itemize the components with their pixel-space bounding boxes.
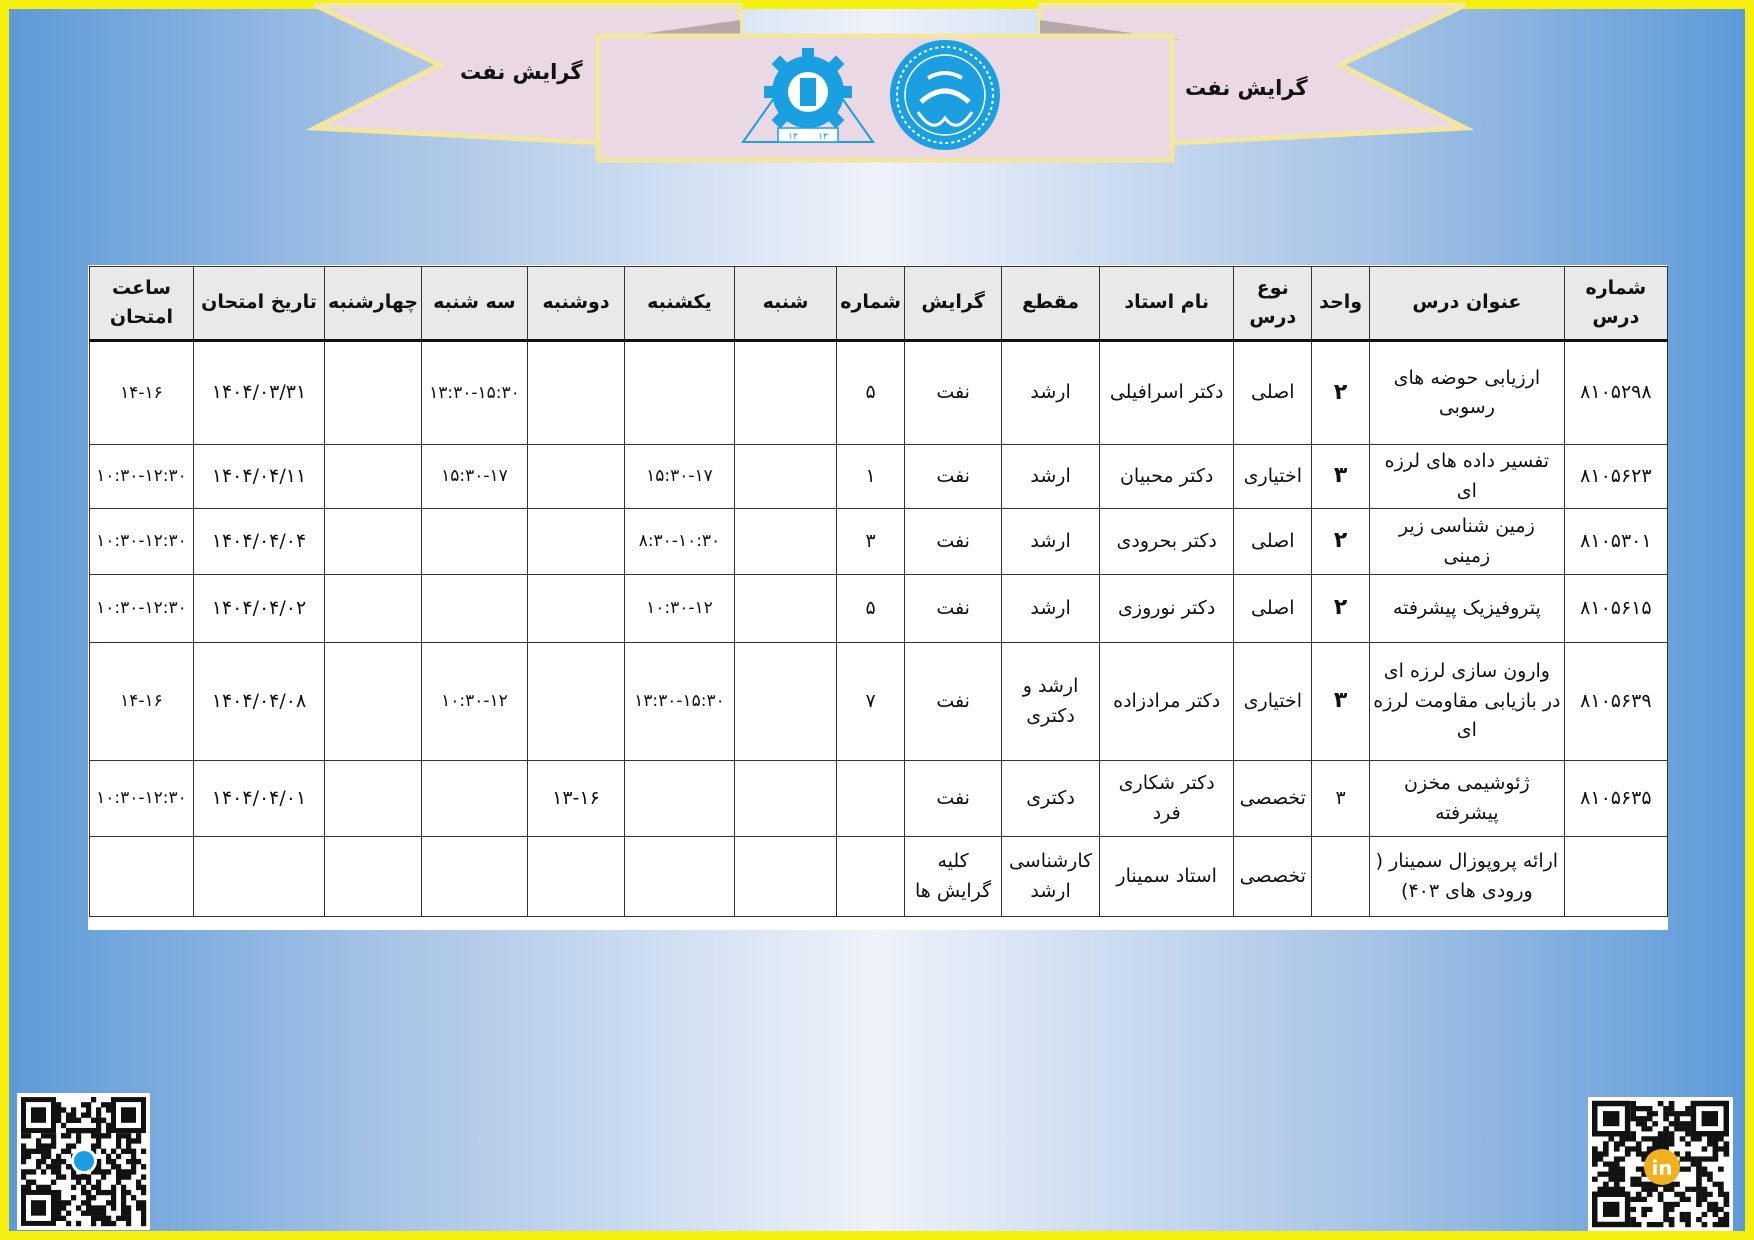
course-schedule-table-panel: [88, 265, 1668, 930]
cell-course-code: ۸۱۰۵۶۱۵: [1564, 575, 1667, 643]
cell-course-type: تخصصی: [1234, 837, 1312, 917]
table-row: [90, 341, 1668, 445]
cell-saturday: [734, 575, 837, 643]
cell-tuesday: ۱۵:۳۰-۱۷: [422, 445, 528, 509]
cell-level: کارشناسی ارشد: [1002, 837, 1100, 917]
cell-course-title: ارائه پروپوزال سمینار ( ورودی های ۴۰۳): [1370, 837, 1565, 917]
cell-monday: [527, 643, 624, 761]
cell-major: نفت: [905, 575, 1002, 643]
cell-wednesday: [325, 575, 422, 643]
cell-group: ۷: [837, 643, 905, 761]
cell-exam-time: ۱۰:۳۰-۱۲:۳۰: [90, 761, 194, 837]
banner-right-title: گرایش نفت: [1185, 76, 1308, 100]
cell-course-title: ارزیابی حوضه های رسوبی: [1370, 341, 1565, 445]
cell-exam-time: ۱۰:۳۰-۱۲:۳۰: [90, 509, 194, 575]
cell-wednesday: [325, 643, 422, 761]
cell-tuesday: ۱۰:۳۰-۱۲: [422, 643, 528, 761]
table-row: [90, 643, 1668, 761]
svg-text:in: in: [1651, 1156, 1673, 1180]
cell-level: ارشد: [1002, 445, 1100, 509]
cell-saturday: [734, 341, 837, 445]
cell-sunday: ۱۳:۳۰-۱۵:۳۰: [625, 643, 735, 761]
cell-course-code: ۸۱۰۵۶۲۳: [1564, 445, 1667, 509]
header-course-type: نوع درس: [1234, 267, 1312, 341]
cell-course-code: ۸۱۰۵۲۹۸: [1564, 341, 1667, 445]
cell-course-title: پتروفیزیک پیشرفته: [1370, 575, 1565, 643]
cell-tuesday: [422, 509, 528, 575]
cell-monday: [527, 837, 624, 917]
cell-exam-date: ۱۴۰۴/۰۴/۱۱: [193, 445, 324, 509]
university-seal-icon: [71, 1148, 97, 1174]
cell-units: ۳: [1312, 761, 1370, 837]
cell-wednesday: [325, 837, 422, 917]
cell-level: ارشد و دکتری: [1002, 643, 1100, 761]
cell-tuesday: [422, 761, 528, 837]
cell-sunday: [625, 761, 735, 837]
cell-major: نفت: [905, 761, 1002, 837]
header-sunday: یکشنبه: [625, 267, 735, 341]
cell-course-type: اختیاری: [1234, 445, 1312, 509]
header-group: شماره: [837, 267, 905, 341]
cell-group: ۱: [837, 445, 905, 509]
svg-text:۱۳: ۱۳: [788, 132, 798, 142]
cell-monday: [527, 509, 624, 575]
cell-course-code: ۸۱۰۵۶۳۵: [1564, 761, 1667, 837]
cell-instructor: دکتر نوروزی: [1099, 575, 1233, 643]
cell-group: [837, 837, 905, 917]
cell-units: ۳: [1312, 643, 1370, 761]
cell-saturday: [734, 643, 837, 761]
cell-saturday: [734, 509, 837, 575]
cell-course-type: اختیاری: [1234, 643, 1312, 761]
header-saturday: شنبه: [734, 267, 837, 341]
cell-course-type: اصلی: [1234, 575, 1312, 643]
cell-exam-date: ۱۴۰۴/۰۴/۰۲: [193, 575, 324, 643]
cell-saturday: [734, 761, 837, 837]
cell-exam-time: ۱۴-۱۶: [90, 341, 194, 445]
table-header-row: [90, 267, 1668, 341]
cell-instructor: دکتر محبیان: [1099, 445, 1233, 509]
cell-sunday: [625, 341, 735, 445]
header-tuesday: سه شنبه: [422, 267, 528, 341]
cell-monday: [527, 575, 624, 643]
cell-units: [1312, 837, 1370, 917]
cell-course-code: ۸۱۰۵۶۳۹: [1564, 643, 1667, 761]
cell-group: ۵: [837, 575, 905, 643]
cell-major: نفت: [905, 341, 1002, 445]
cell-units: ۲: [1312, 509, 1370, 575]
cell-units: ۲: [1312, 341, 1370, 445]
cell-exam-date: ۱۴۰۴/۰۳/۳۱: [193, 341, 324, 445]
header-monday: دوشنبه: [527, 267, 624, 341]
cell-course-title: وارون سازی لرزه ای در بازیابی مقاومت لرزه ای: [1370, 643, 1565, 761]
table-row: [90, 761, 1668, 837]
cell-wednesday: [325, 509, 422, 575]
linkedin-icon: [1644, 1149, 1680, 1185]
cell-level: ارشد: [1002, 341, 1100, 445]
university-logos: [738, 40, 1008, 150]
cell-course-type: اصلی: [1234, 509, 1312, 575]
cell-sunday: ۸:۳۰-۱۰:۳۰: [625, 509, 735, 575]
cell-sunday: [625, 837, 735, 917]
table-row: [90, 445, 1668, 509]
header-units: واحد: [1312, 267, 1370, 341]
cell-wednesday: [325, 445, 422, 509]
table-row: [90, 575, 1668, 643]
cell-level: ارشد: [1002, 575, 1100, 643]
cell-major: نفت: [905, 643, 1002, 761]
cell-course-title: زمین شناسی زیر زمینی: [1370, 509, 1565, 575]
header-course-title: عنوان درس: [1370, 267, 1565, 341]
cell-sunday: ۱۵:۳۰-۱۷: [625, 445, 735, 509]
header-course-code: شماره درس: [1564, 267, 1667, 341]
banner-left-title: گرایش نفت: [460, 60, 583, 84]
cell-group: ۵: [837, 341, 905, 445]
cell-exam-time: ۱۴-۱۶: [90, 643, 194, 761]
cell-saturday: [734, 445, 837, 509]
table-row: [90, 509, 1668, 575]
qr-code-left[interactable]: [17, 1093, 150, 1230]
header-wednesday: چهارشنبه: [325, 267, 422, 341]
cell-exam-time: ۱۰:۳۰-۱۲:۳۰: [90, 445, 194, 509]
cell-instructor: دکتر مرادزاده: [1099, 643, 1233, 761]
cell-level: دکتری: [1002, 761, 1100, 837]
cell-wednesday: [325, 341, 422, 445]
cell-course-code: ۸۱۰۵۳۰۱: [1564, 509, 1667, 575]
cell-units: ۲: [1312, 575, 1370, 643]
gear-emblem-icon: [743, 48, 873, 142]
table-row: [90, 837, 1668, 917]
cell-tuesday: ۱۳:۳۰-۱۵:۳۰: [422, 341, 528, 445]
cell-course-type: تخصصی: [1234, 761, 1312, 837]
cell-wednesday: [325, 761, 422, 837]
header-instructor: نام استاد: [1099, 267, 1233, 341]
cell-group: [837, 761, 905, 837]
cell-instructor: استاد سمینار: [1099, 837, 1233, 917]
header-major: گرایش: [905, 267, 1002, 341]
cell-course-title: تفسیر داده های لرزه ای: [1370, 445, 1565, 509]
cell-major: کلیه گرایش ها: [905, 837, 1002, 917]
course-schedule-table: [89, 266, 1668, 917]
cell-course-title: ژئوشیمی مخزن پیشرفته: [1370, 761, 1565, 837]
university-seal-icon: [890, 40, 1000, 150]
cell-saturday: [734, 837, 837, 917]
cell-monday: [527, 445, 624, 509]
cell-exam-date: [193, 837, 324, 917]
cell-group: ۳: [837, 509, 905, 575]
cell-exam-date: ۱۴۰۴/۰۴/۰۸: [193, 643, 324, 761]
cell-course-type: اصلی: [1234, 341, 1312, 445]
cell-tuesday: [422, 837, 528, 917]
cell-exam-date: ۱۴۰۴/۰۴/۰۱: [193, 761, 324, 837]
cell-instructor: دکتر اسرافیلی: [1099, 341, 1233, 445]
cell-exam-time: [90, 837, 194, 917]
cell-instructor: دکتر شکاری فرد: [1099, 761, 1233, 837]
qr-code-right[interactable]: [1588, 1097, 1733, 1231]
cell-major: نفت: [905, 445, 1002, 509]
header-exam-date: تاریخ امتحان: [193, 267, 324, 341]
cell-exam-date: ۱۴۰۴/۰۴/۰۴: [193, 509, 324, 575]
cell-level: ارشد: [1002, 509, 1100, 575]
cell-tuesday: [422, 575, 528, 643]
cell-course-code: [1564, 837, 1667, 917]
cell-monday: ۱۳-۱۶: [527, 761, 624, 837]
header-level: مقطع: [1002, 267, 1100, 341]
cell-exam-time: ۱۰:۳۰-۱۲:۳۰: [90, 575, 194, 643]
cell-major: نفت: [905, 509, 1002, 575]
cell-units: ۳: [1312, 445, 1370, 509]
cell-sunday: ۱۰:۳۰-۱۲: [625, 575, 735, 643]
svg-text:۱۳: ۱۳: [818, 132, 828, 142]
cell-monday: [527, 341, 624, 445]
header-exam-time: ساعت امتحان: [90, 267, 194, 341]
cell-instructor: دکتر بحرودی: [1099, 509, 1233, 575]
